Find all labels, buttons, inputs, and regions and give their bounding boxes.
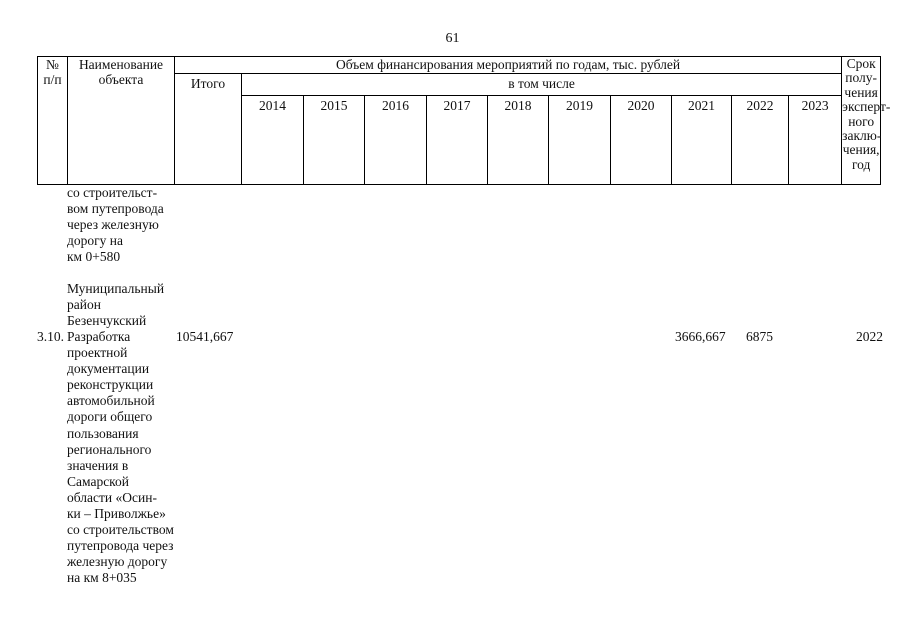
col-header-year: 2015 — [304, 96, 365, 185]
page-number: 61 — [445, 31, 460, 46]
total-value: 10541,667 — [176, 329, 234, 344]
object-name: Разработка проектной документации реконструкции автомобильной дороги общего пользования регионального значения в Самарской области «Осин- ки – Приволжье» со строительством путепровода через железную дорогу на км 8+035 — [67, 329, 174, 586]
continuation-text: со строительст- вом путепровода через железную дорогу на км 0+580 — [67, 185, 164, 265]
col-header-year: 2020 — [611, 96, 672, 185]
value-2021: 3666,667 — [675, 329, 726, 344]
deadline-value: 2022 — [856, 329, 883, 344]
col-header-total: Итого — [175, 74, 242, 185]
col-header-name: Наименование объекта — [68, 57, 175, 185]
col-header-year: 2018 — [488, 96, 549, 185]
col-header-year: 2021 — [672, 96, 732, 185]
col-header-deadline: Срок полу- чения эксперт- ного заклю- чения, год — [842, 57, 881, 185]
col-header-funding: Объем финансирования мероприятий по годам, тыс. рублей — [175, 57, 842, 74]
col-header-year: 2016 — [365, 96, 427, 185]
col-header-year: 2017 — [427, 96, 488, 185]
district-heading: Муниципальный район Безенчукский — [67, 281, 165, 329]
value-2022: 6875 — [746, 329, 773, 344]
col-header-year: 2023 — [789, 96, 842, 185]
header-table — [37, 56, 891, 185]
row-number: 3.10. — [37, 329, 64, 344]
col-header-year: 2022 — [732, 96, 789, 185]
col-header-including: в том числе — [242, 74, 842, 96]
col-header-year: 2014 — [242, 96, 304, 185]
col-header-year: 2019 — [549, 96, 611, 185]
col-header-number: № п/п — [38, 57, 68, 185]
